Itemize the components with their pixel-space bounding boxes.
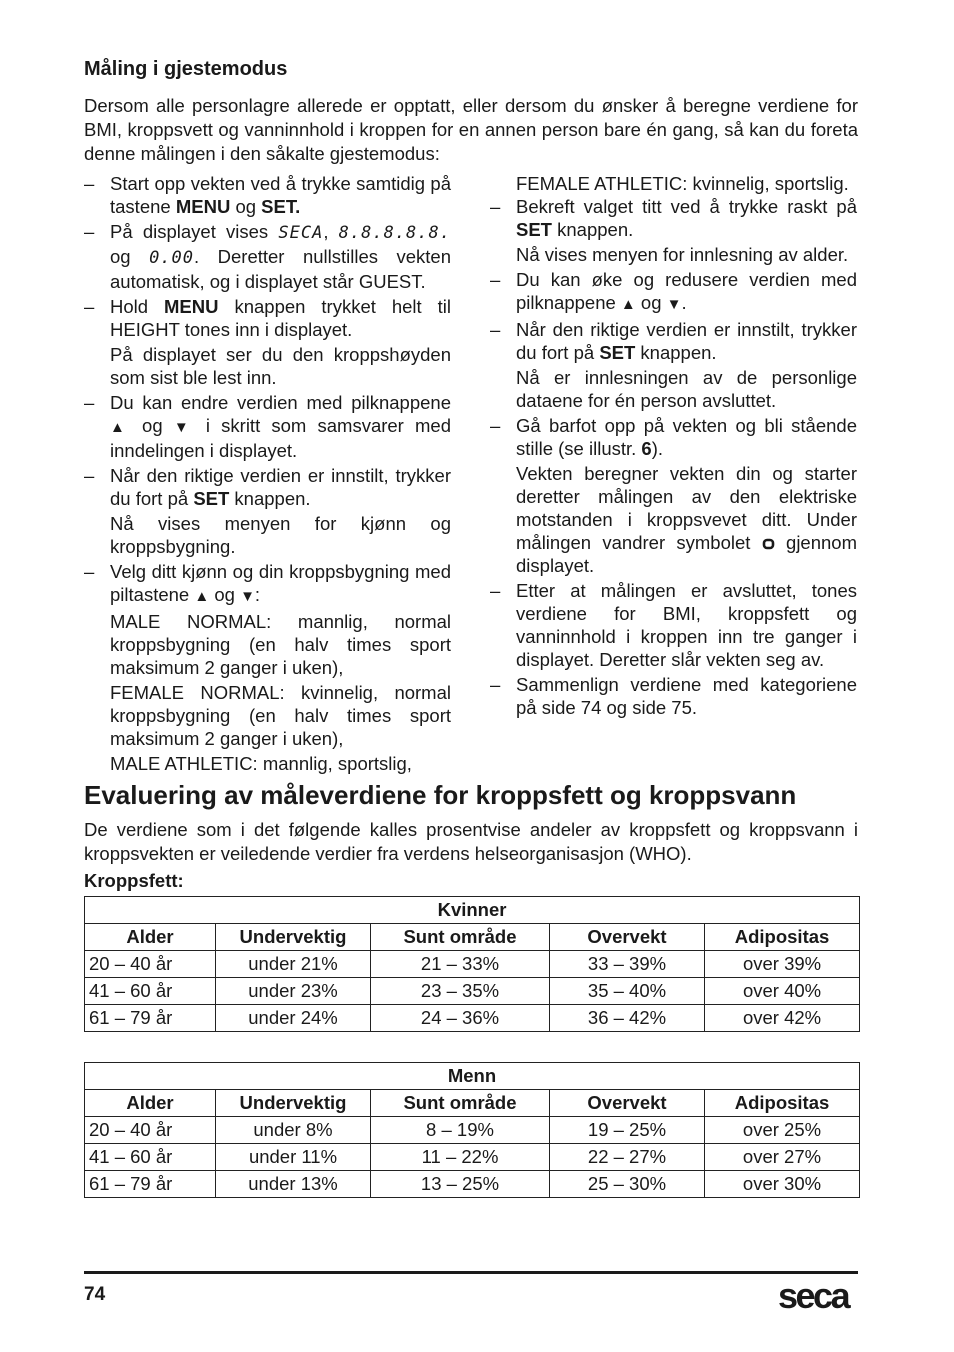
table-cell: 33 – 39% [550, 951, 705, 978]
column-header: Overvekt [550, 924, 705, 951]
table-cell: 36 – 42% [550, 1005, 705, 1032]
list-text: Bekreft valget titt ved å trykke raskt på [516, 196, 857, 217]
key-label: MENU [164, 296, 219, 317]
table-cell: 23 – 35% [371, 978, 550, 1005]
arrow-down-icon: ▼ [666, 296, 682, 313]
list-text: : [254, 584, 261, 605]
table-cell: over 30% [705, 1171, 860, 1198]
column-header: Adipositas [705, 1090, 860, 1117]
list-paragraph [490, 462, 857, 577]
list-text: og [230, 196, 262, 217]
body-fat-label: Kroppsfett: [84, 870, 184, 891]
list-text: Start opp vekten ved å trykke samtidig på tastene [110, 173, 451, 217]
table-cell: 41 – 60 år [85, 978, 216, 1005]
dash-bullet: – [490, 319, 501, 340]
key-label: SET [193, 488, 230, 509]
table-title-row [85, 1063, 860, 1090]
key-label: SET [516, 219, 552, 240]
footer-divider [84, 1271, 858, 1274]
list-text: og [130, 415, 174, 436]
dash-bullet: – [84, 392, 95, 413]
list-paragraph: Nå vises menyen for kjønn og kroppsbygning. [110, 513, 451, 557]
table-header-row [85, 924, 860, 951]
list-text: Sammenlign verdiene med kategoriene på side 74 og side 75. [516, 674, 857, 718]
list-text: knappen. [229, 488, 311, 509]
table-title-row [85, 897, 860, 924]
list-item [84, 295, 451, 341]
measurement-symbol-icon [762, 538, 775, 550]
list-text: knappen. [551, 219, 634, 240]
table-cell: 8 – 19% [371, 1117, 550, 1144]
table-cell: 11 – 22% [371, 1144, 550, 1171]
dash-bullet: – [490, 269, 501, 290]
list-text: Når den riktige verdien er innstilt, trykker du fort på [516, 319, 857, 363]
table-cell: 20 – 40 år [85, 951, 216, 978]
dash-bullet: – [84, 465, 95, 486]
column-header: Undervektig [216, 924, 371, 951]
list-paragraph: FEMALE ATHLETIC: kvinnelig, sportslig. [516, 173, 849, 194]
list-item [490, 268, 857, 316]
lcd-text: 0.00 [149, 248, 195, 268]
table-cell: 25 – 30% [550, 1171, 705, 1198]
table-row [85, 1171, 860, 1198]
lcd-text: 8.8.8.8.8. [338, 223, 451, 243]
list-text: knappen trykket helt til HEIGHT tones inn i displayet. [110, 296, 451, 340]
illustration-number: 6 [641, 438, 652, 459]
table-cell: 20 – 40 år [85, 1117, 216, 1144]
arrow-up-icon: ▲ [194, 588, 210, 605]
column-header: Sunt område [371, 924, 550, 951]
dash-bullet: – [490, 580, 501, 601]
list-item [84, 220, 451, 293]
list-text: . [681, 292, 687, 313]
list-paragraph: På displayet ser du den kroppshøyden som sist ble lest inn. [110, 344, 451, 388]
dash-bullet: – [84, 561, 95, 582]
table-cell: 41 – 60 år [85, 1144, 216, 1171]
left-column [84, 172, 451, 777]
list-item [84, 464, 451, 510]
column-header: Adipositas [705, 924, 860, 951]
dash-bullet: – [84, 296, 95, 317]
arrow-up-icon: ▲ [110, 419, 131, 436]
table-cell: under 11% [216, 1144, 371, 1171]
list-text: knappen. [635, 342, 717, 363]
list-text: Når den riktige verdien er innstilt, trykker du fort på [110, 465, 451, 509]
table-cell: over 39% [705, 951, 860, 978]
key-label: MENU [175, 196, 231, 217]
dash-bullet: – [84, 221, 95, 242]
key-label: SET [599, 342, 636, 363]
page-number: 74 [84, 1284, 106, 1305]
table-cell: under 8% [216, 1117, 371, 1144]
table-row [85, 978, 860, 1005]
section-heading-guest-mode: Måling i gjestemodus [84, 58, 288, 80]
list-text: og [635, 292, 667, 313]
list-item [490, 318, 857, 364]
svg-text:seca: seca [778, 1276, 849, 1314]
list-text: Velg ditt kjønn og din kroppsbygning med piltastene [110, 561, 451, 605]
table-cell: over 27% [705, 1144, 860, 1171]
list-text: Etter at målingen er avsluttet, tones verdiene for BMI, kroppsfett og vanninnhold i kroppen inn tre ganger i displayet. Deretter slår vekten seg av. [516, 580, 857, 670]
women-body-fat-table [84, 896, 860, 1032]
dash-bullet: – [490, 674, 501, 695]
key-label: SET. [261, 196, 301, 217]
list-text: Hold [110, 296, 165, 317]
seca-logo [778, 1276, 860, 1314]
arrow-up-icon: ▲ [620, 296, 636, 313]
table-cell: over 40% [705, 978, 860, 1005]
list-text: og [110, 246, 150, 267]
table-title: Menn [85, 1063, 860, 1090]
list-text: i skritt som samsvarer med inndelingen i displayet. [110, 415, 451, 461]
table-cell: 19 – 25% [550, 1117, 705, 1144]
table-cell: 21 – 33% [371, 951, 550, 978]
table-row [85, 1144, 860, 1171]
list-item [84, 391, 451, 462]
table-header-row [85, 1090, 860, 1117]
list-text: På displayet vises [110, 221, 279, 242]
table-row [85, 951, 860, 978]
table-cell: 13 – 25% [371, 1171, 550, 1198]
list-item [490, 195, 857, 241]
list-paragraph: Nå er innlesningen av de personlige dataene for én person avsluttet. [516, 367, 857, 411]
table-cell: under 13% [216, 1171, 371, 1198]
arrow-down-icon: ▼ [173, 419, 195, 436]
dash-bullet: – [84, 173, 95, 194]
list-paragraph: MALE ATHLETIC: mannlig, sportslig, [110, 753, 412, 774]
column-header: Alder [85, 1090, 216, 1117]
list-text: og [209, 584, 241, 605]
right-column [490, 172, 857, 721]
list-text: Gå barfot opp på vekten og bli stående stille (se illustr. [516, 415, 857, 459]
evaluation-intro-paragraph: De verdiene som i det følgende kalles prosentvise andeler av kroppsfett og kroppsvann i kroppsvekten er veiledende verdier fra verdens helseorganisasjon (WHO). [84, 819, 858, 864]
list-text: . Deretter nullstilles vekten automatisk, og i displayet står GUEST. [110, 246, 451, 292]
list-item [84, 172, 451, 218]
column-header: Alder [85, 924, 216, 951]
list-paragraph: MALE NORMAL: mannlig, normal kroppsbygning (en halv times sport maksimum 2 ganger i uken), [110, 611, 451, 678]
table-cell: under 23% [216, 978, 371, 1005]
list-item [490, 414, 857, 460]
list-text: , [323, 221, 339, 242]
list-item [490, 673, 857, 719]
table-row [85, 1005, 860, 1032]
lcd-text: SECA [278, 223, 324, 243]
column-header: Overvekt [550, 1090, 705, 1117]
list-text: Du kan øke og redusere verdien med pilknappene [516, 269, 857, 313]
table-cell: over 25% [705, 1117, 860, 1144]
column-header: Undervektig [216, 1090, 371, 1117]
list-text: Vekten beregner vekten din og starter deretter målingen av den elektriske motstanden i kroppsvevet ditt. Under målingen vandrer symbolet [516, 463, 857, 553]
table-cell: under 24% [216, 1005, 371, 1032]
list-paragraph: FEMALE NORMAL: kvinnelig, normal kroppsbygning (en halv times sport maksimum 2 ganger i uken), [110, 682, 451, 749]
list-item [490, 579, 857, 671]
table-title: Kvinner [85, 897, 860, 924]
arrow-down-icon: ▼ [240, 588, 255, 605]
list-item [84, 560, 451, 608]
dash-bullet: – [490, 415, 501, 436]
list-text: gjennom displayet. [516, 532, 857, 576]
table-cell: under 21% [216, 951, 371, 978]
list-text: ). [651, 438, 664, 459]
column-header: Sunt område [371, 1090, 550, 1117]
table-cell: 35 – 40% [550, 978, 705, 1005]
list-paragraph: Nå vises menyen for innlesning av alder. [516, 244, 849, 265]
table-cell: 24 – 36% [371, 1005, 550, 1032]
guest-intro-paragraph: Dersom alle personlagre allerede er opptatt, eller dersom du ønsker å beregne verdiene for BMI, kroppsvett og vanninnhold i kroppen for en annen person bare én gang, så kan du foreta denne målingen i den såkalte gjestemodus: [84, 95, 858, 164]
evaluation-heading: Evaluering av måleverdiene for kroppsfett og kroppsvann [84, 780, 797, 810]
table-cell: 22 – 27% [550, 1144, 705, 1171]
table-cell: 61 – 79 år [85, 1171, 216, 1198]
table-cell: 61 – 79 år [85, 1005, 216, 1032]
table-row [85, 1117, 860, 1144]
dash-bullet: – [490, 196, 501, 217]
table-cell: over 42% [705, 1005, 860, 1032]
men-body-fat-table [84, 1062, 860, 1198]
list-text: Du kan endre verdien med pilknappene [110, 392, 451, 413]
